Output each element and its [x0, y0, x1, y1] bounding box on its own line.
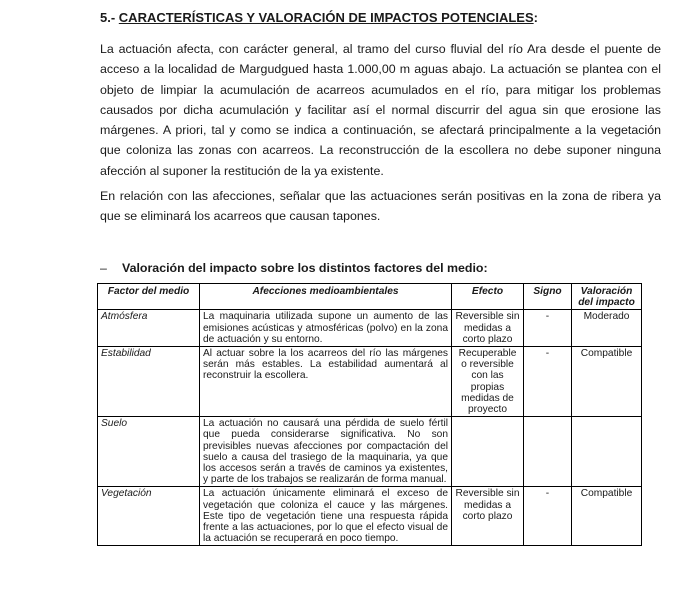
- subsection-dash: –: [100, 261, 107, 275]
- cell-afecciones: Al actuar sobre la los acarreos del río las márgenes serán más estables. La estabilidad aumentará al reconstruir la escollera.: [200, 347, 452, 417]
- paragraph-effects: En relación con las afecciones, señalar que las actuaciones serán positivas en la zona de ribera ya que se eliminará los acarreos que causan tapones.: [100, 189, 661, 224]
- cell-factor: Estabilidad: [98, 347, 200, 417]
- cell-valoracion: Compatible: [572, 347, 642, 417]
- cell-signo: -: [524, 310, 572, 347]
- cell-factor: Atmósfera: [98, 310, 200, 347]
- section-title: CARACTERÍSTICAS Y VALORACIÓN DE IMPACTOS POTENCIALES: [118, 10, 534, 25]
- header-efecto: Efecto: [452, 284, 524, 310]
- cell-valoracion: Moderado: [572, 310, 642, 347]
- cell-efecto: Reversible sin medidas a corto plazo: [452, 487, 524, 546]
- paragraph-scope: La actuación afecta, con carácter general, al tramo del curso fluvial del río Ara desde el puente de acceso a la localidad de Margudgued hasta 1.000,00 m aguas abajo. La actuación se plantea con el objeto de limpiar la acumulación de acarreos acumulados en el río, para mitigar los problemas causados por dicha acumulación y facilitar así el normal discurrir del agua sin que erosione las márgenes. A priori, tal y como se indica a continuación, se afectará principalmente a la vegetación que coloniza las zonas con acarreos. La reconstrucción de la escollera no debe suponer ninguna afección al suponer la restitución de la ya existente.: [100, 42, 661, 178]
- cell-signo: -: [524, 487, 572, 546]
- impact-table: [97, 283, 642, 546]
- header-signo: Signo: [524, 284, 572, 310]
- table-row: [98, 487, 642, 546]
- cell-afecciones: La actuación no causará una pérdida de suelo fértil que pueda considerarse significativa. No son previsibles nuevas afecciones por compactación del suelo a causa del trasiego de la maquinaria, ya que los accesos serán a través de caminos ya existentes, y parte de los trabajos se realizarán de forma manual.: [200, 417, 452, 487]
- header-factor: Factor del medio: [98, 284, 200, 310]
- table-row: [98, 310, 642, 347]
- cell-valoracion: [572, 417, 642, 487]
- section-heading: [100, 10, 538, 25]
- cell-signo: -: [524, 347, 572, 417]
- cell-afecciones: La actuación únicamente eliminará el exceso de vegetación que coloniza el cauce y las márgenes. Este tipo de vegetación tiene una respuesta rápida frente a las actuaciones, por lo que el efecto visual de la actuación se recuperará en poco tiempo.: [200, 487, 452, 546]
- cell-factor: Suelo: [98, 417, 200, 487]
- subsection-heading: [100, 261, 488, 275]
- header-valoracion: Valoración del impacto: [572, 284, 642, 310]
- table-row: [98, 347, 642, 417]
- cell-afecciones: La maquinaria utilizada supone un aumento de las emisiones acústicas y atmosféricas (polvo) en la zona de actuación y su entorno.: [200, 310, 452, 347]
- cell-factor: Vegetación: [98, 487, 200, 546]
- cell-efecto: [452, 417, 524, 487]
- cell-efecto: Recuperable o reversible con las propias medidas de proyecto: [452, 347, 524, 417]
- subsection-title: Valoración del impacto sobre los distintos factores del medio:: [122, 261, 488, 275]
- cell-signo: [524, 417, 572, 487]
- section-number: 5.-: [100, 10, 116, 25]
- table-row: [98, 417, 642, 487]
- header-afecciones: Afecciones medioambientales: [200, 284, 452, 310]
- cell-valoracion: Compatible: [572, 487, 642, 546]
- section-title-colon: :: [533, 10, 538, 25]
- table-header-row: [98, 284, 642, 310]
- cell-efecto: Reversible sin medidas a corto plazo: [452, 310, 524, 347]
